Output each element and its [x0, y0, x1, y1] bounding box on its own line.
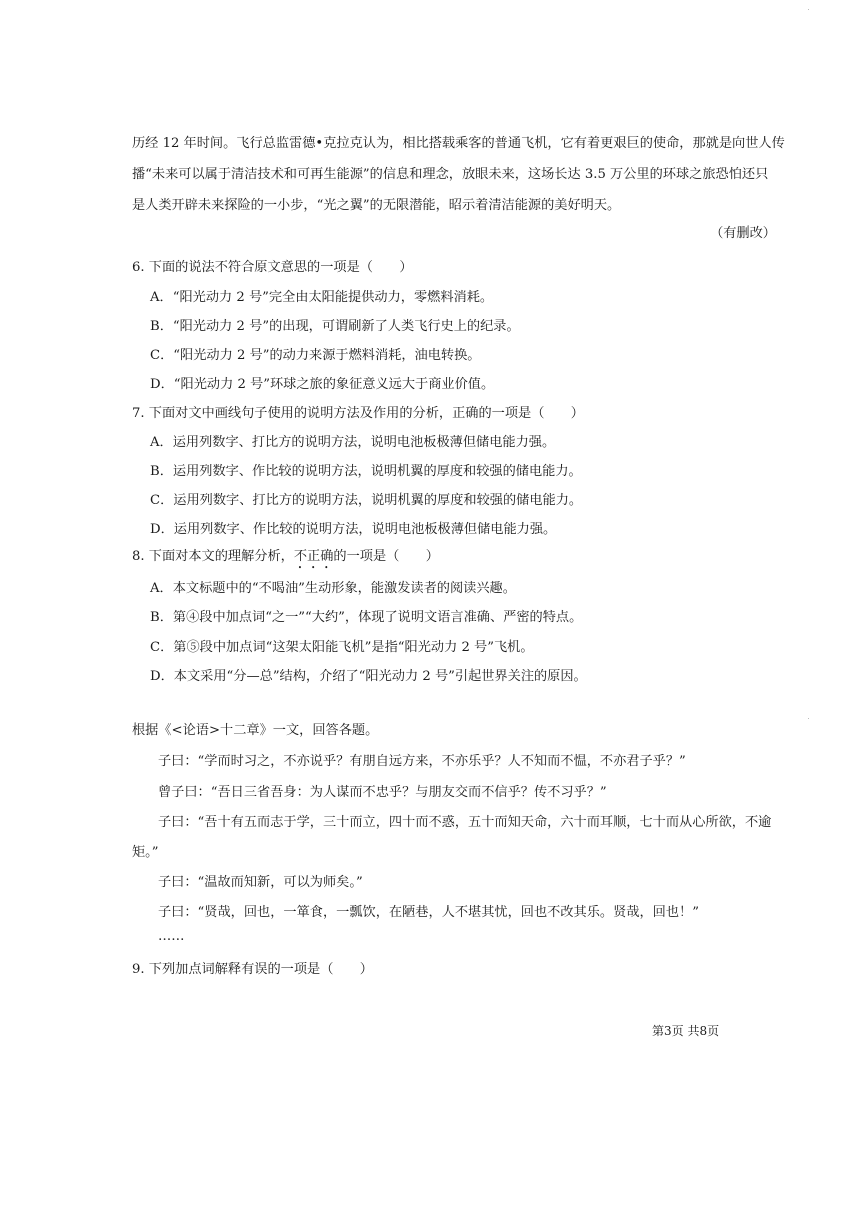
- question-8-option-a: A．本文标题中的“不喝油”生动形象，能激发读者的阅读兴趣。: [150, 581, 516, 596]
- question-8-option-c: C．第⑤段中加点词“这架太阳能飞机”是指“阳光动力 2 号”飞机。: [150, 640, 534, 655]
- passage-ending: [132, 128, 785, 221]
- scan-speck: [808, 9, 809, 10]
- passage-line: 是人类开辟未来探险的一小步，“光之翼”的无限潜能，昭示着清洁能源的美好明天。: [132, 198, 621, 213]
- lunyu-quote-2: 曾子曰：“吾日三省吾身：为人谋而不忠乎？与朋友交而不信乎？传不习乎？”: [158, 785, 607, 800]
- passage-line: 历经 12 年时间。飞行总监雷德•克拉克认为，相比搭载乘客的普通飞机，它有着更艰巨的使命，那就是向世人传: [132, 136, 785, 151]
- question-7-option-b: B．运用列数字、作比较的说明方法，说明机翼的厚度和较强的储电能力。: [150, 464, 582, 479]
- lunyu-ellipsis: ……: [158, 929, 185, 944]
- question-8-option-b: B．第④段中加点词“之一”“大约”，体现了说明文语言准确、严密的特点。: [150, 610, 583, 625]
- question-6-option-b: B．“阳光动力 2 号”的出现，可谓刷新了人类飞行史上的纪录。: [150, 319, 520, 334]
- question-8-stem-suffix: 的一项是（ ）: [333, 549, 439, 564]
- question-8-emphasis: 不正确: [293, 549, 334, 564]
- question-8-option-d: D．本文采用“分—总”结构，介绍了“阳光动力 2 号”引起世界关注的原因。: [150, 669, 587, 684]
- scan-speck: [808, 718, 809, 719]
- question-6-option-a: A．“阳光动力 2 号”完全由太阳能提供动力，零燃料消耗。: [150, 290, 494, 305]
- question-8-stem-prefix: 8. 下面对本文的理解分析，: [132, 549, 294, 564]
- lunyu-quote-3-line-2: 矩。”: [132, 845, 159, 860]
- question-6-option-c: C．“阳光动力 2 号”的动力来源于燃料消耗，油电转换。: [150, 348, 481, 363]
- lunyu-intro: 根据《<论语>十二章》一文，回答各题。: [132, 723, 379, 738]
- lunyu-quote-4: 子曰：“温故而知新，可以为师矣。”: [158, 875, 363, 890]
- question-7-option-a: A．运用列数字、打比方的说明方法，说明电池板极薄但储电能力强。: [150, 435, 556, 450]
- lunyu-quote-1: 子曰：“学而时习之，不亦说乎？有朋自远方来，不亦乐乎？人不知而不愠，不亦君子乎？”: [158, 754, 686, 769]
- question-6-stem: 6. 下面的说法不符合原文意思的一项是（ ）: [132, 260, 413, 275]
- question-7-option-c: C．运用列数字、打比方的说明方法，说明机翼的厚度和较强的储电能力。: [150, 493, 583, 508]
- question-7-stem: 7. 下面对文中画线句子使用的说明方法及作用的分析，正确的一项是（ ）: [132, 406, 584, 421]
- passage-line: 播“未来可以属于清洁技术和可再生能源”的信息和理念，放眼未来，这场长达 3.5 万公里的环球之旅恐怕还只: [132, 167, 769, 182]
- question-6-option-d: D．“阳光动力 2 号”环球之旅的象征意义远大于商业价值。: [150, 377, 495, 392]
- abridged-note: （有删改）: [710, 226, 776, 241]
- question-8-stem: [132, 545, 439, 572]
- question-9-stem: 9. 下列加点词解释有误的一项是（ ）: [132, 962, 373, 977]
- question-7-option-d: D．运用列数字、作比较的说明方法，说明电池板极薄但储电能力强。: [150, 522, 557, 537]
- lunyu-quote-5: 子曰：“贤哉，回也，一箪食，一瓢饮，在陋巷，人不堪其忧，回也不改其乐。贤哉，回也！”: [158, 905, 699, 920]
- page-number: 第3页 共8页: [652, 1024, 720, 1038]
- lunyu-quote-3-line-1: 子曰：“吾十有五而志于学，三十而立，四十而不惑，五十而知天命，六十而耳顺，七十而从心所欲，不逾: [158, 815, 772, 830]
